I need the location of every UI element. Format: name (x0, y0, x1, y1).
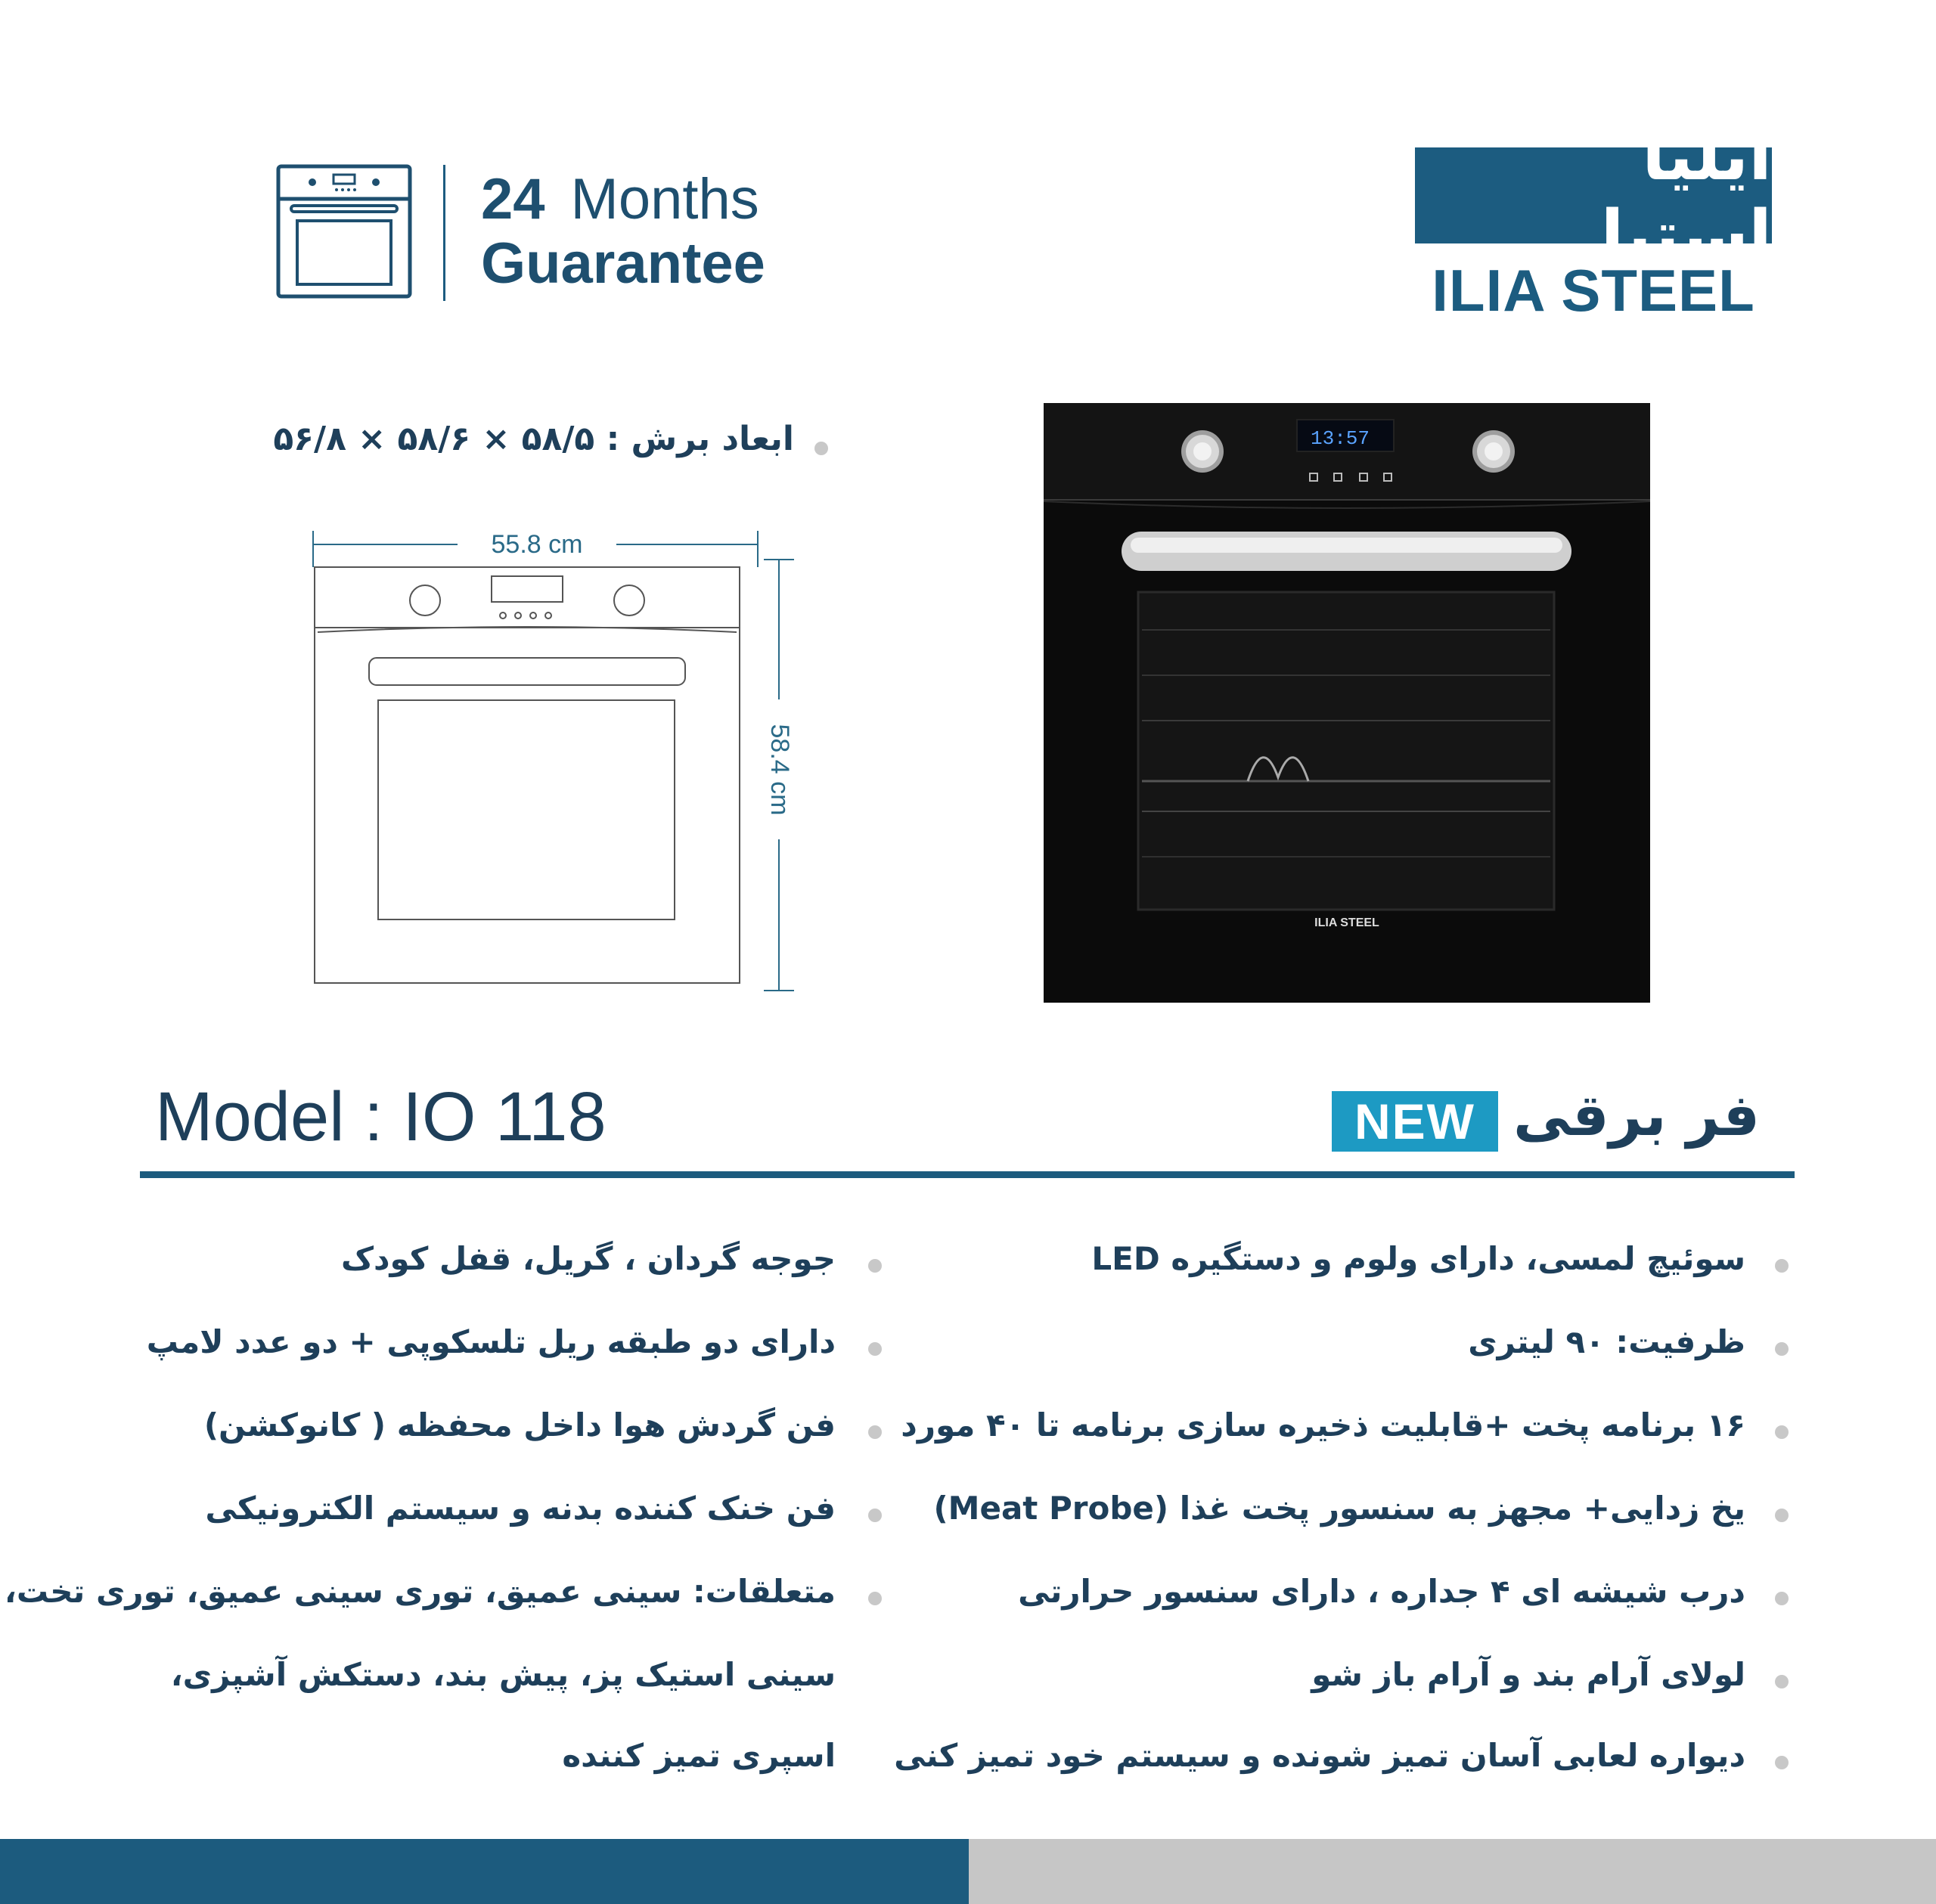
feature-item: فن خنک کننده بدنه و سیستم الکترونیکی (205, 1490, 836, 1527)
brand-logo-persian: ایلیا استیل (1415, 147, 1772, 243)
feature-item: یخ زدایی+ مجهز به سنسور پخت غذا (Meat Probe) (933, 1490, 1745, 1527)
guarantee-label: Guarantee (481, 231, 765, 296)
footer-bar-grey (969, 1839, 1936, 1904)
bullet-icon (868, 1425, 882, 1439)
feature-item: سوئیچ لمسی، دارای ولوم و دستگیره LED (1091, 1240, 1745, 1277)
feature-item: ظرفیت: ۹۰ لیتری (1468, 1323, 1745, 1360)
bullet-icon (1775, 1259, 1789, 1273)
feature-item: ۱۶ برنامه پخت +قابلیت ذخیره سازی برنامه تا ۴۰ مورد (901, 1406, 1745, 1444)
feature-item: سینی استیک پز، پیش بند، دستکش آشپزی، (170, 1656, 836, 1693)
model-number: Model : IO 118 (155, 1078, 607, 1155)
bullet-icon (1775, 1509, 1789, 1522)
dimension-drawing (287, 522, 817, 1006)
bullet-icon (868, 1342, 882, 1356)
bullet-icon (1775, 1592, 1789, 1605)
bullet-icon (814, 442, 828, 455)
oven-photo (1044, 403, 1650, 1003)
new-badge: NEW (1332, 1091, 1498, 1152)
guarantee-divider (443, 165, 445, 301)
oven-icon (276, 164, 412, 299)
feature-item: اسپری تمیز کننده (562, 1737, 836, 1774)
feature-item: دیواره لعابی آسان تمیز شونده و سیستم خود تمیز کنی (894, 1737, 1745, 1774)
cut-dimensions-values: ۵۸/۵ × ۵۸/۶ × ۵۶/۸ (273, 420, 595, 458)
feature-item: لولای آرام بند و آرام باز شو (1311, 1656, 1745, 1693)
footer-bar-blue (0, 1839, 969, 1904)
feature-item: متعلقات: سینی عمیق، توری سینی عمیق، توری تخت، (4, 1573, 836, 1610)
oven-door-logo: ILIA STEEL (1314, 916, 1379, 929)
bullet-icon (1775, 1675, 1789, 1688)
feature-item: دارای دو طبقه ریل تلسکوپی + دو عدد لامپ (146, 1323, 836, 1360)
feature-item: درب شیشه ای ۴ جداره ، دارای سنسور حرارتی (1018, 1573, 1745, 1610)
bullet-icon (868, 1259, 882, 1273)
bullet-icon (1775, 1756, 1789, 1769)
cut-dimensions (273, 420, 794, 458)
bullet-icon (868, 1592, 882, 1605)
bullet-icon (1775, 1425, 1789, 1439)
width-dimension-label: 55.8 cm (491, 530, 583, 559)
cut-dimensions-label: ابعاد برش : (606, 420, 794, 458)
guarantee-months: 24 Months (481, 167, 759, 231)
brand-logo-latin: ILIA STEEL (1432, 257, 1755, 324)
product-category: فر برقی (1513, 1081, 1760, 1149)
feature-item: فن گردش هوا داخل محفظه ( کانوکشن) (203, 1406, 836, 1444)
feature-item: جوجه گردان ، گریل، قفل کودک (340, 1240, 836, 1277)
oven-display: 13:57 (1311, 427, 1370, 450)
height-dimension-label: 58.4 cm (765, 724, 794, 816)
bullet-icon (1775, 1342, 1789, 1356)
title-divider (140, 1171, 1795, 1178)
bullet-icon (868, 1509, 882, 1522)
